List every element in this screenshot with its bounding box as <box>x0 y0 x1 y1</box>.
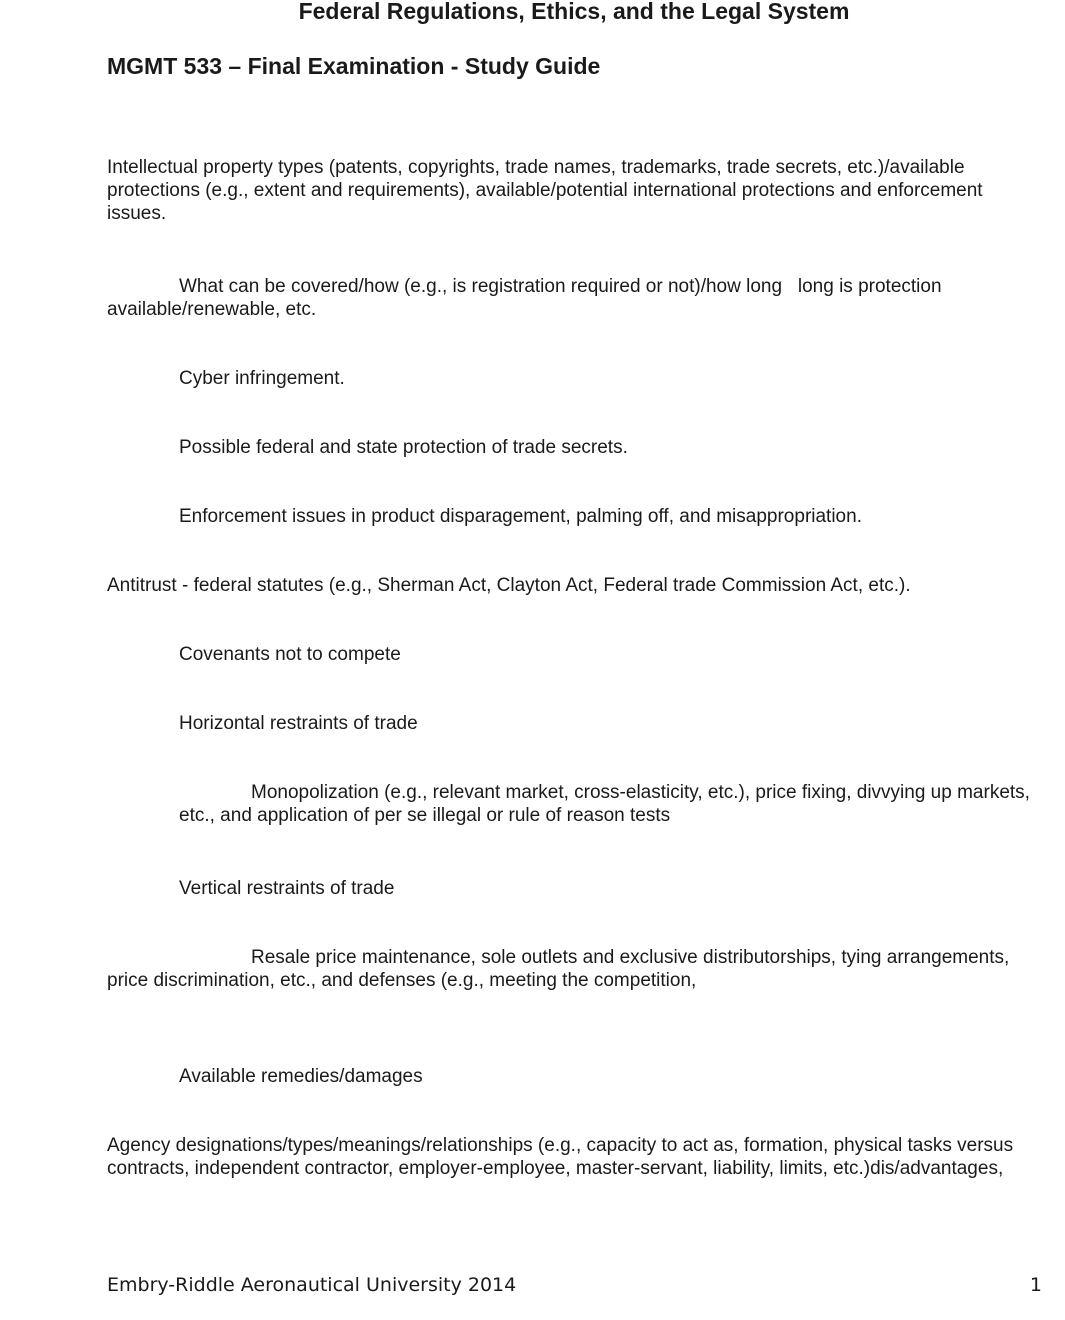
paragraph-enforcement: Enforcement issues in product disparagement, palming off, and misappropriation. <box>179 506 862 527</box>
paragraph-agency: Agency designations/types/meanings/relationships (e.g., capacity to act as, formation, physical tasks versus contracts, independent contractor, employer-employee, master-servant, liability, limits, etc.)dis/advantages, <box>107 1135 1014 1179</box>
paragraph-trade-secrets: Possible federal and state protection of trade secrets. <box>179 437 628 458</box>
paragraph-covenants: Covenants not to compete <box>179 644 401 665</box>
document-subtitle: MGMT 533 – Final Examination - Study Guide <box>107 53 601 79</box>
paragraph-monopolization: Monopolization (e.g., relevant market, cross-elasticity, etc.), price fixing, divvying up markets, etc., and application of per se illegal or rule of reason tests <box>179 782 1030 826</box>
paragraph-cyber-infringement: Cyber infringement. <box>179 368 345 389</box>
document-title: Federal Regulations, Ethics, and the Legal System <box>298 0 850 24</box>
paragraph-horizontal-restraints: Horizontal restraints of trade <box>179 713 418 734</box>
paragraph-resale-price: Resale price maintenance, sole outlets and exclusive distributorships, tying arrangements, price discrimination, etc., and defenses (e.g., meeting the competition, <box>107 947 1010 991</box>
paragraph-antitrust: Antitrust - federal statutes (e.g., Sherman Act, Clayton Act, Federal trade Commission Act, etc.). <box>107 575 911 596</box>
paragraph-vertical-restraints: Vertical restraints of trade <box>179 878 395 899</box>
footer-institution: Embry-Riddle Aeronautical University 2014 <box>107 1274 517 1296</box>
paragraph-coverage: What can be covered/how (e.g., is registration required or not)/how long long is protection available/renewable, etc. <box>107 276 942 320</box>
paragraph-intellectual-property: Intellectual property types (patents, copyrights, trade names, trademarks, trade secrets, etc.)/available protections (e.g., extent and requirements), available/potential international protections and enforcement issues. <box>107 157 983 224</box>
footer-page-number: 1 <box>1029 1274 1042 1296</box>
paragraph-remedies: Available remedies/damages <box>179 1066 423 1087</box>
